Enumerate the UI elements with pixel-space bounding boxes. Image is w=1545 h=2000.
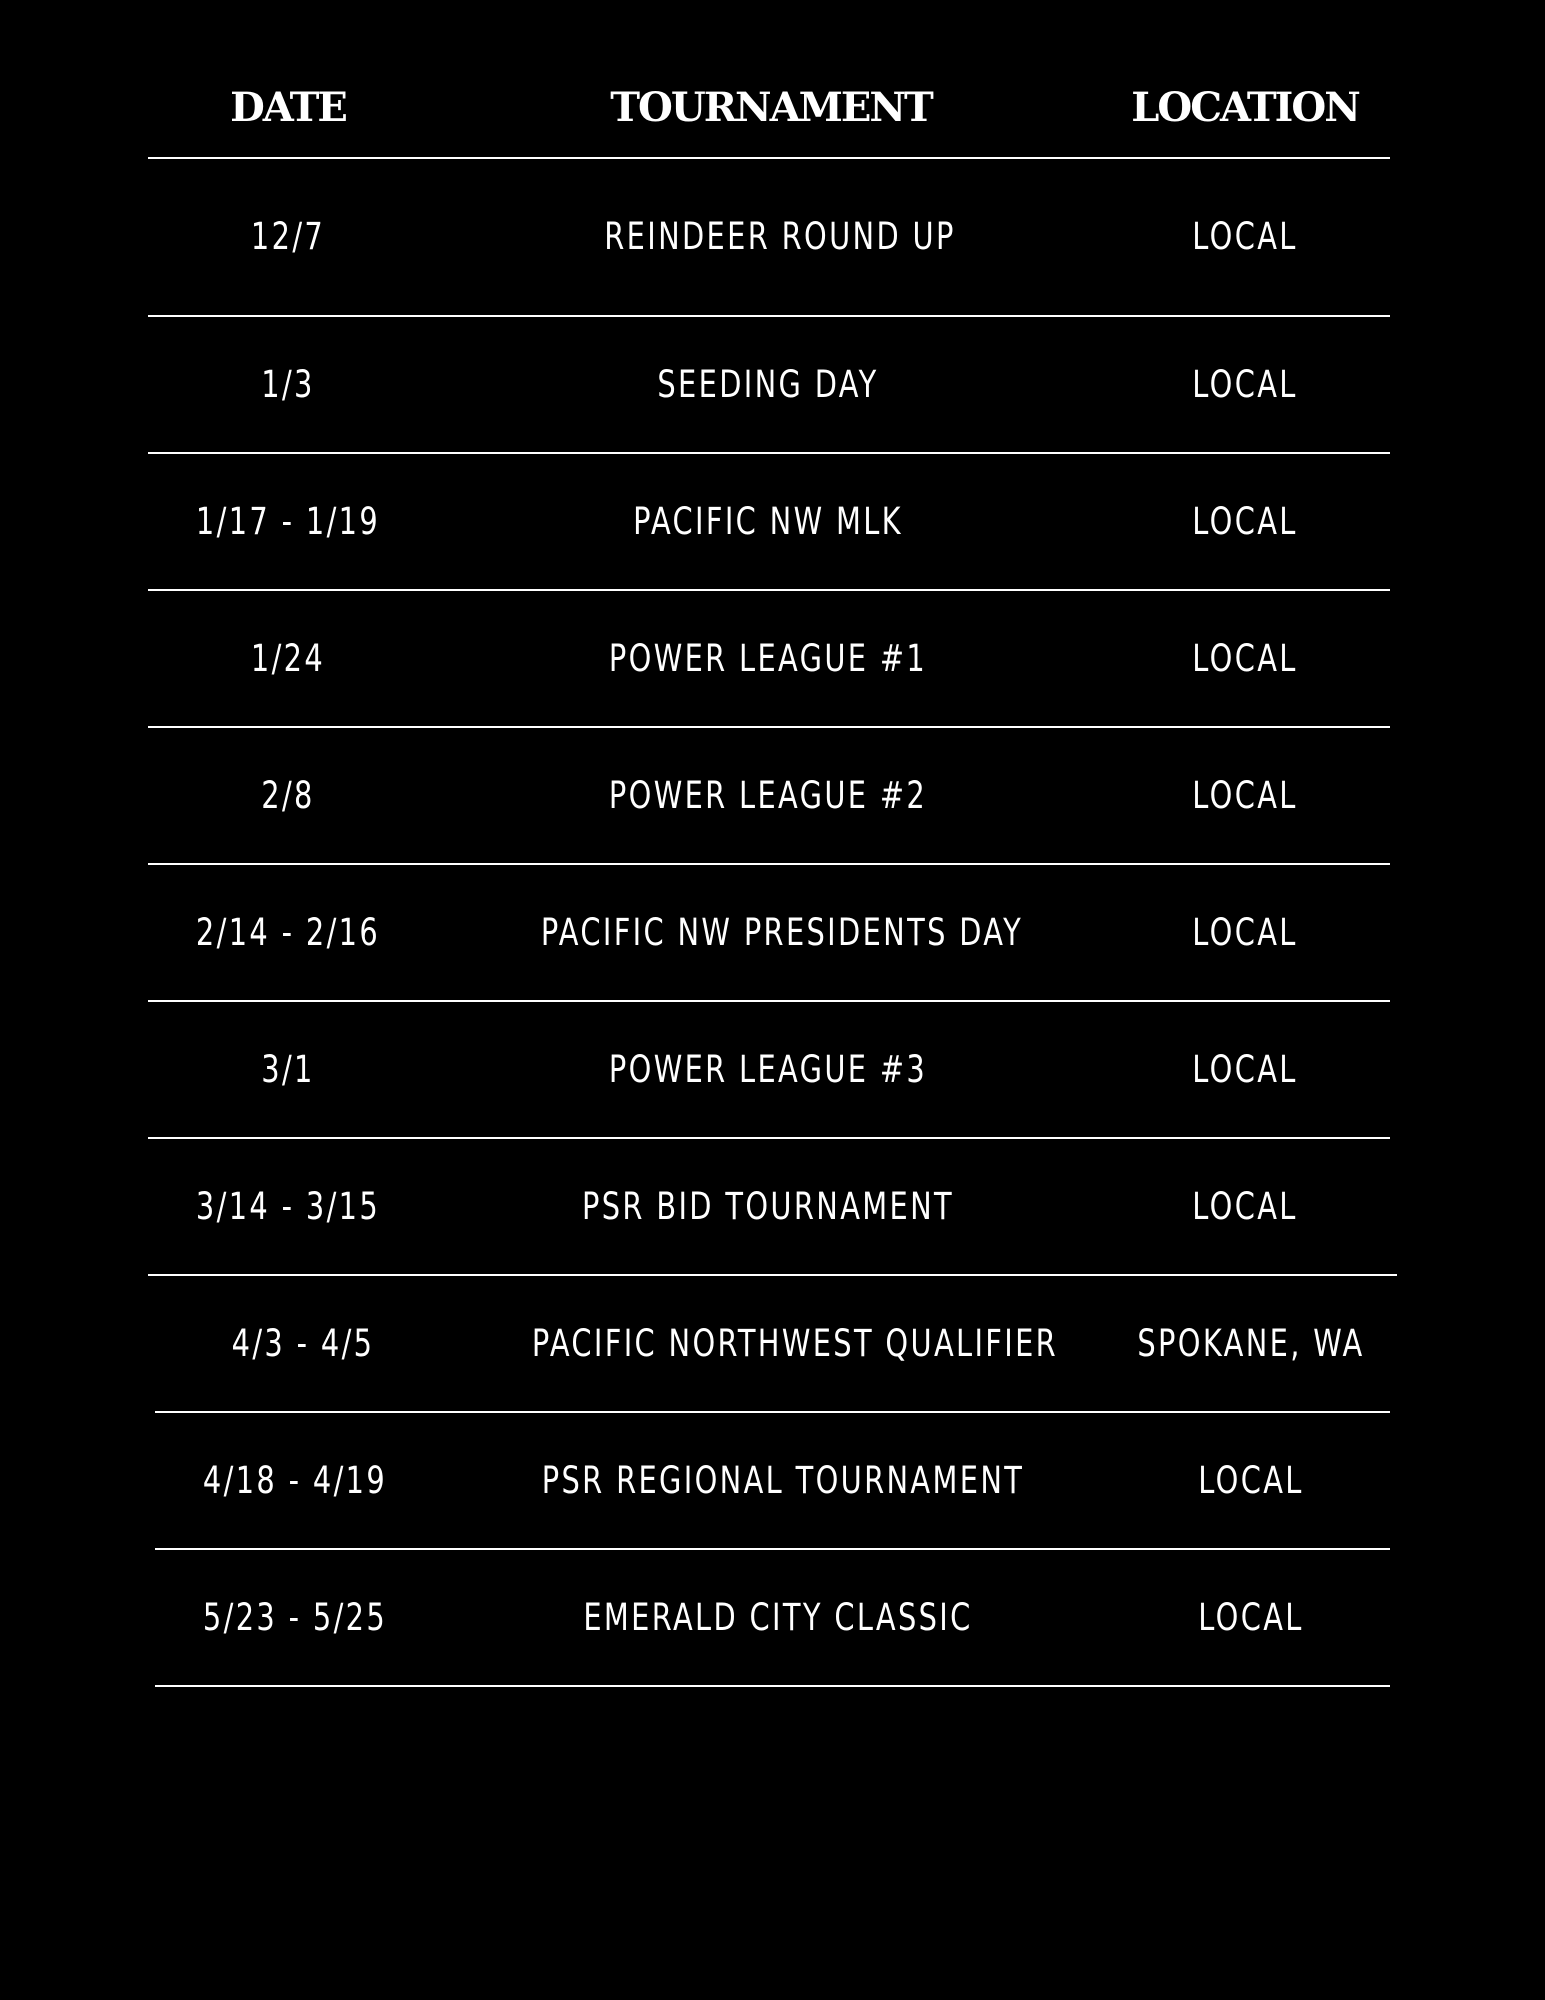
tournament-cell: SEEDING DAY bbox=[657, 362, 879, 406]
location-cell: LOCAL bbox=[1192, 215, 1298, 258]
tournament-cell: REINDEER ROUND UP bbox=[604, 215, 956, 258]
tournament-cell: PACIFIC NW MLK bbox=[633, 499, 903, 543]
date-cell: 4/18 - 4/19 bbox=[202, 1458, 388, 1502]
table-row bbox=[148, 865, 1390, 1002]
tournament-cell: POWER LEAGUE #1 bbox=[608, 636, 928, 680]
tournament-cell: PACIFIC NW PRESIDENTS DAY bbox=[540, 910, 1024, 954]
location-column-header: LOCATION bbox=[1131, 84, 1359, 131]
date-cell: 5/23 - 5/25 bbox=[202, 1595, 388, 1639]
date-cell: 2/8 bbox=[261, 773, 315, 817]
location-cell: LOCAL bbox=[1192, 499, 1298, 543]
table-row bbox=[148, 591, 1390, 728]
location-cell: LOCAL bbox=[1192, 773, 1298, 817]
location-cell: LOCAL bbox=[1198, 1458, 1304, 1502]
tournament-cell: EMERALD CITY CLASSIC bbox=[583, 1595, 973, 1639]
date-column-header: DATE bbox=[230, 84, 346, 131]
location-cell: SPOKANE, WA bbox=[1137, 1321, 1365, 1365]
table-row bbox=[148, 317, 1390, 454]
date-cell: 3/14 - 3/15 bbox=[195, 1184, 381, 1228]
date-cell: 12/7 bbox=[250, 215, 326, 258]
table-row bbox=[148, 1139, 1397, 1276]
table-row bbox=[155, 1413, 1390, 1550]
table-row bbox=[148, 1002, 1390, 1139]
location-cell: LOCAL bbox=[1192, 636, 1298, 680]
table-row bbox=[155, 1276, 1390, 1413]
location-cell: LOCAL bbox=[1198, 1595, 1304, 1639]
location-cell: LOCAL bbox=[1192, 1184, 1298, 1228]
table-header-row bbox=[148, 50, 1390, 159]
table-row bbox=[155, 1550, 1390, 1687]
tournament-cell: POWER LEAGUE #3 bbox=[608, 1047, 928, 1091]
table-row bbox=[148, 159, 1390, 317]
location-cell: LOCAL bbox=[1192, 910, 1298, 954]
date-cell: 1/17 - 1/19 bbox=[195, 499, 381, 543]
date-cell: 4/3 - 4/5 bbox=[231, 1321, 375, 1365]
tournament-cell: PSR BID TOURNAMENT bbox=[582, 1184, 954, 1228]
date-cell: 3/1 bbox=[261, 1047, 315, 1091]
tournament-column-header: TOURNAMENT bbox=[610, 84, 932, 131]
date-cell: 2/14 - 2/16 bbox=[195, 910, 381, 954]
date-cell: 1/24 bbox=[250, 636, 326, 680]
tournament-schedule-table bbox=[148, 50, 1390, 1687]
table-row bbox=[148, 454, 1390, 591]
tournament-cell: POWER LEAGUE #2 bbox=[608, 773, 928, 817]
table-row bbox=[148, 728, 1390, 865]
tournament-cell: PSR REGIONAL TOURNAMENT bbox=[541, 1458, 1025, 1502]
location-cell: LOCAL bbox=[1192, 362, 1298, 406]
date-cell: 1/3 bbox=[261, 362, 315, 406]
tournament-cell: PACIFIC NORTHWEST QUALIFIER bbox=[531, 1321, 1059, 1365]
location-cell: LOCAL bbox=[1192, 1047, 1298, 1091]
